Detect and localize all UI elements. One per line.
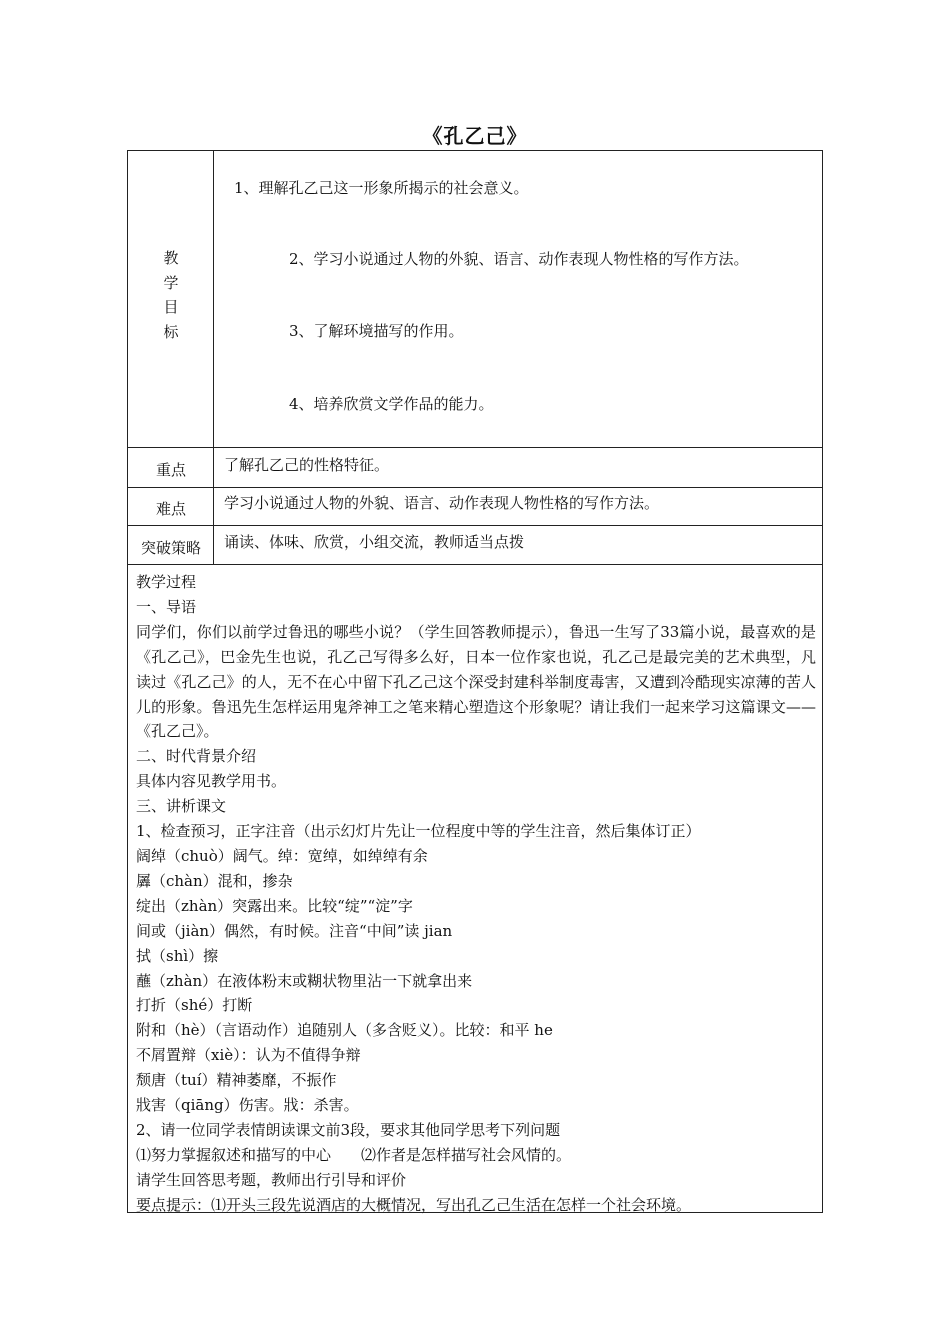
key-point-text: 了解孔乙己的性格特征。 xyxy=(224,456,390,474)
vocab-item: 附和（hè）（言语动作）追随别人（多含贬义）。比较：和平 he xyxy=(136,1021,553,1040)
difficulty-label: 难点 xyxy=(155,500,186,518)
process-heading: 教学过程 xyxy=(136,573,197,591)
goal-item-2: 2、学习小说通过人物的外貌、语言、动作表现人物性格的写作方法。 xyxy=(289,250,749,268)
section-heading: 三、讲析课文 xyxy=(136,797,227,816)
row-divider-strategy xyxy=(128,564,822,565)
vocab-item: 拭（shì）擦 xyxy=(136,946,219,965)
question-row xyxy=(136,1143,816,1168)
vocab-item: 羼（chàn）混和，掺杂 xyxy=(136,871,293,890)
intro-paragraph: 同学们，你们以前学过鲁迅的哪些小说？（学生回答教师提示），鲁迅一生写了33篇小说，最喜欢的是《孔乙己》，巴金先生也说，孔乙己写得多么好，日本一位作家也说，孔乙己是最完美的艺术典型，凡读过《孔乙己》的人，无不在心中留下孔乙己这个深受封建科举制度毒害，又遭到冷酷现实凉薄的苦人儿的形象。鲁迅先生怎样运用鬼斧神工之笔来精心塑造这个形象呢？请让我们一起来学习这篇课文——《孔乙己》。 xyxy=(136,622,816,741)
hint-text: 要点提示：⑴开头三段先说酒店的大概情况，写出孔乙己生活在怎样一个社会环境。 xyxy=(136,1195,692,1214)
discussion-text: 请学生回答思考题，教师出行引导和评价 xyxy=(136,1170,407,1189)
goal-item-1: 1、理解孔乙己这一形象所揭示的社会意义。 xyxy=(234,179,529,197)
goals-label xyxy=(128,246,214,344)
vocab-item: 戕害（qiāng）伤害。戕：杀害。 xyxy=(136,1096,359,1115)
question-1: ⑴努力掌握叙述和描写的中心 xyxy=(136,1145,332,1164)
question-2: ⑵作者是怎样描写社会风情的。 xyxy=(361,1145,572,1164)
key-point-label: 重点 xyxy=(155,461,186,479)
strategy-label: 突破策略 xyxy=(140,539,201,557)
row-divider-goals xyxy=(128,447,822,448)
vocab-item: 不屑置辩（xiè）：认为不值得争辩 xyxy=(136,1046,361,1065)
goals-label-char: 学 xyxy=(163,273,179,292)
goal-item-3: 3、了解环境描写的作用。 xyxy=(289,322,464,340)
row-divider-keypoint xyxy=(128,487,822,488)
goals-label-char: 目 xyxy=(163,298,179,316)
difficulty-text: 学习小说通过人物的外貌、语言、动作表现人物性格的写作方法。 xyxy=(224,494,660,512)
step-text: 1、检查预习，正字注音（出示幻灯片先让一位程度中等的学生注音，然后集体订正） xyxy=(136,822,701,841)
row-divider-difficulty xyxy=(128,525,822,526)
strategy-text: 诵读、体味、欣赏，小组交流，教师适当点拨 xyxy=(224,533,525,551)
goals-label-char: 标 xyxy=(163,322,179,341)
section-text: 具体内容见教学用书。 xyxy=(136,772,287,791)
lesson-plan-table xyxy=(127,150,823,1213)
vocab-item: 颓唐（tuí）精神萎靡，不振作 xyxy=(136,1071,337,1090)
vocab-item: 绽出（zhàn）突露出来。比较“绽”“淀”字 xyxy=(136,896,413,915)
goals-label-char: 教 xyxy=(163,249,179,267)
section-heading: 一、导语 xyxy=(136,597,197,616)
teaching-process xyxy=(136,570,816,1218)
vocab-item: 阔绰（chuò）阔气。绰：宽绰，如绰绰有余 xyxy=(136,846,428,865)
vocab-item: 蘸（zhàn）在液体粉末或糊状物里沾一下就拿出来 xyxy=(136,971,473,990)
document-title: 《孔乙己》 xyxy=(422,124,528,148)
goal-item-4: 4、培养欣赏文学作品的能力。 xyxy=(289,395,494,413)
step-text: 2、请一位同学表情朗读课文前3段，要求其他同学思考下列问题 xyxy=(136,1120,561,1139)
vocab-item: 间或（jiàn）偶然，有时候。注音“中间”读 jian xyxy=(136,921,453,940)
section-heading: 二、时代背景介绍 xyxy=(136,747,257,766)
vocab-item: 打折（shé）打断 xyxy=(136,996,253,1015)
